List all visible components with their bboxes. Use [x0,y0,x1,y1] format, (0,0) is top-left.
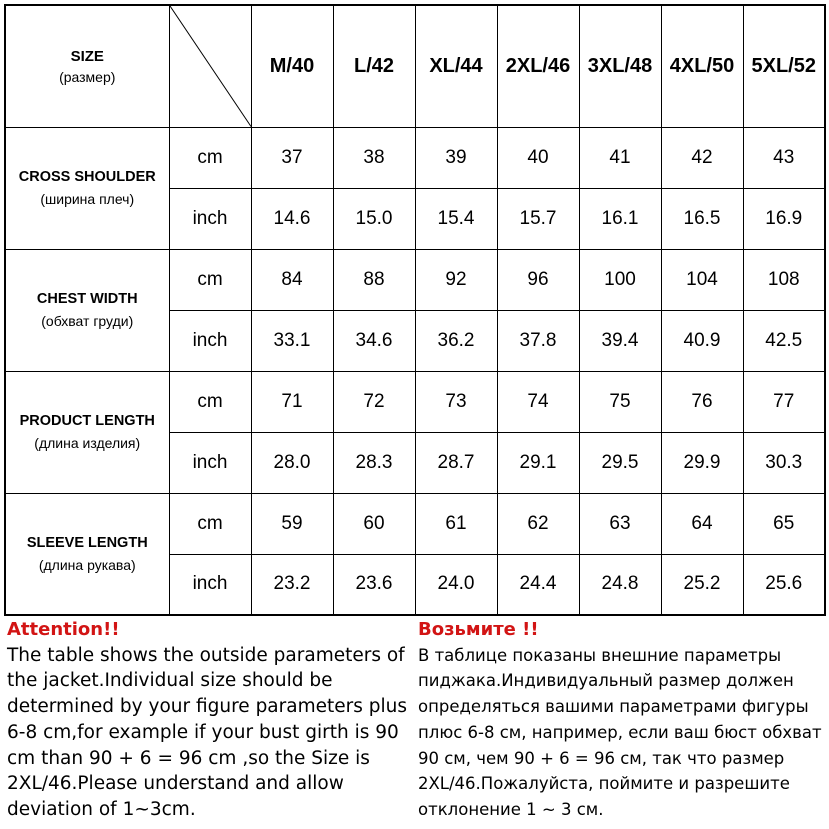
note-russian [418,617,823,823]
value-cell: 73 [415,371,497,432]
size-header: M/40 [251,5,333,127]
size-label-cell [5,5,169,127]
value-cell: 36.2 [415,310,497,371]
size-label: SIZE [70,47,104,65]
param-label-ru: (ширина плеч) [40,191,135,207]
value-cell: 24.4 [497,554,579,615]
value-cell: 71 [251,371,333,432]
value-cell: 38 [333,127,415,188]
param-label-cell [5,127,169,249]
value-cell: 29.9 [661,432,743,493]
note-english [7,617,409,823]
value-cell: 74 [497,371,579,432]
value-cell: 16.5 [661,188,743,249]
value-cell: 42 [661,127,743,188]
param-label: PRODUCT LENGTH [19,413,155,429]
value-cell: 65 [743,493,825,554]
value-cell: 16.9 [743,188,825,249]
value-cell: 24.8 [579,554,661,615]
value-cell: 34.6 [333,310,415,371]
diagonal-line [170,6,251,127]
value-cell: 63 [579,493,661,554]
value-cell: 23.2 [251,554,333,615]
value-cell: 40.9 [661,310,743,371]
value-cell: 72 [333,371,415,432]
diagonal-cell [169,5,251,127]
value-cell: 29.5 [579,432,661,493]
value-cell: 75 [579,371,661,432]
value-cell: 64 [661,493,743,554]
value-cell: 62 [497,493,579,554]
value-cell: 59 [251,493,333,554]
size-header: 5XL/52 [743,5,825,127]
value-cell: 39 [415,127,497,188]
param-label-cell [5,493,169,615]
unit-label: inch [169,310,251,371]
value-cell: 96 [497,249,579,310]
value-cell: 43 [743,127,825,188]
value-cell: 37.8 [497,310,579,371]
size-header: XL/44 [415,5,497,127]
param-label: SLEEVE LENGTH [26,534,148,551]
table-row [5,371,825,432]
value-cell: 88 [333,249,415,310]
value-cell: 76 [661,371,743,432]
value-cell: 28.7 [415,432,497,493]
value-cell: 15.7 [497,188,579,249]
unit-label: cm [169,249,251,310]
value-cell: 14.6 [251,188,333,249]
value-cell: 77 [743,371,825,432]
param-label-ru: (длина рукава) [38,556,136,573]
size-header: L/42 [333,5,415,127]
value-cell: 60 [333,493,415,554]
value-cell: 16.1 [579,188,661,249]
unit-label: inch [169,554,251,615]
table-row [5,249,825,310]
value-cell: 84 [251,249,333,310]
value-cell: 100 [579,249,661,310]
table-row [5,493,825,554]
unit-label: inch [169,188,251,249]
unit-label: cm [169,127,251,188]
value-cell: 92 [415,249,497,310]
value-cell: 61 [415,493,497,554]
note-english-text: The table shows the outside parameters of the jacket.Individual size should be determined by your figure parameters plus 6-8 cm,for example if your bust girth is 90 cm than 90 + 6 = 96 cm ,so the Size is 2XL/46.Please understand and allow deviation of 1~3cm. [7,644,407,820]
param-label-ru: (длина изделия) [34,435,141,451]
size-header: 4XL/50 [661,5,743,127]
size-header: 2XL/46 [497,5,579,127]
value-cell: 108 [743,249,825,310]
unit-label: cm [169,371,251,432]
value-cell: 37 [251,127,333,188]
value-cell: 25.2 [661,554,743,615]
value-cell: 40 [497,127,579,188]
value-cell: 15.0 [333,188,415,249]
value-cell: 41 [579,127,661,188]
param-label-cell [5,249,169,371]
param-label: CROSS SHOULDER [18,169,156,185]
unit-label: cm [169,493,251,554]
attention-title: Attention!! [7,619,120,640]
value-cell: 28.3 [333,432,415,493]
value-cell: 25.6 [743,554,825,615]
value-cell: 23.6 [333,554,415,615]
value-cell: 28.0 [251,432,333,493]
value-cell: 30.3 [743,432,825,493]
value-cell: 29.1 [497,432,579,493]
value-cell: 24.0 [415,554,497,615]
size-chart-table [4,4,826,616]
attention-title-ru: Возьмите !! [418,619,539,640]
param-label: CHEST WIDTH [36,291,138,307]
param-label-cell [5,371,169,493]
value-cell: 33.1 [251,310,333,371]
unit-label: inch [169,432,251,493]
value-cell: 39.4 [579,310,661,371]
value-cell: 15.4 [415,188,497,249]
size-label-ru: (размер) [59,68,116,85]
value-cell: 42.5 [743,310,825,371]
size-header: 3XL/48 [579,5,661,127]
param-label-ru: (обхват груди) [41,313,134,329]
header-row [5,5,825,127]
value-cell: 104 [661,249,743,310]
note-russian-text: В таблице показаны внешние параметры пиджака.Индивидуальный размер должен определяться вашими параметрами фигуры плюс 6-8 см, например, если ваш бюст обхват 90 см, чем 90 + 6 = 96 см, так что размер 2XL/46.Пожалуйста, поймите и разрешите отклонение 1 ~ 3 см. [418,645,822,819]
table-row [5,127,825,188]
